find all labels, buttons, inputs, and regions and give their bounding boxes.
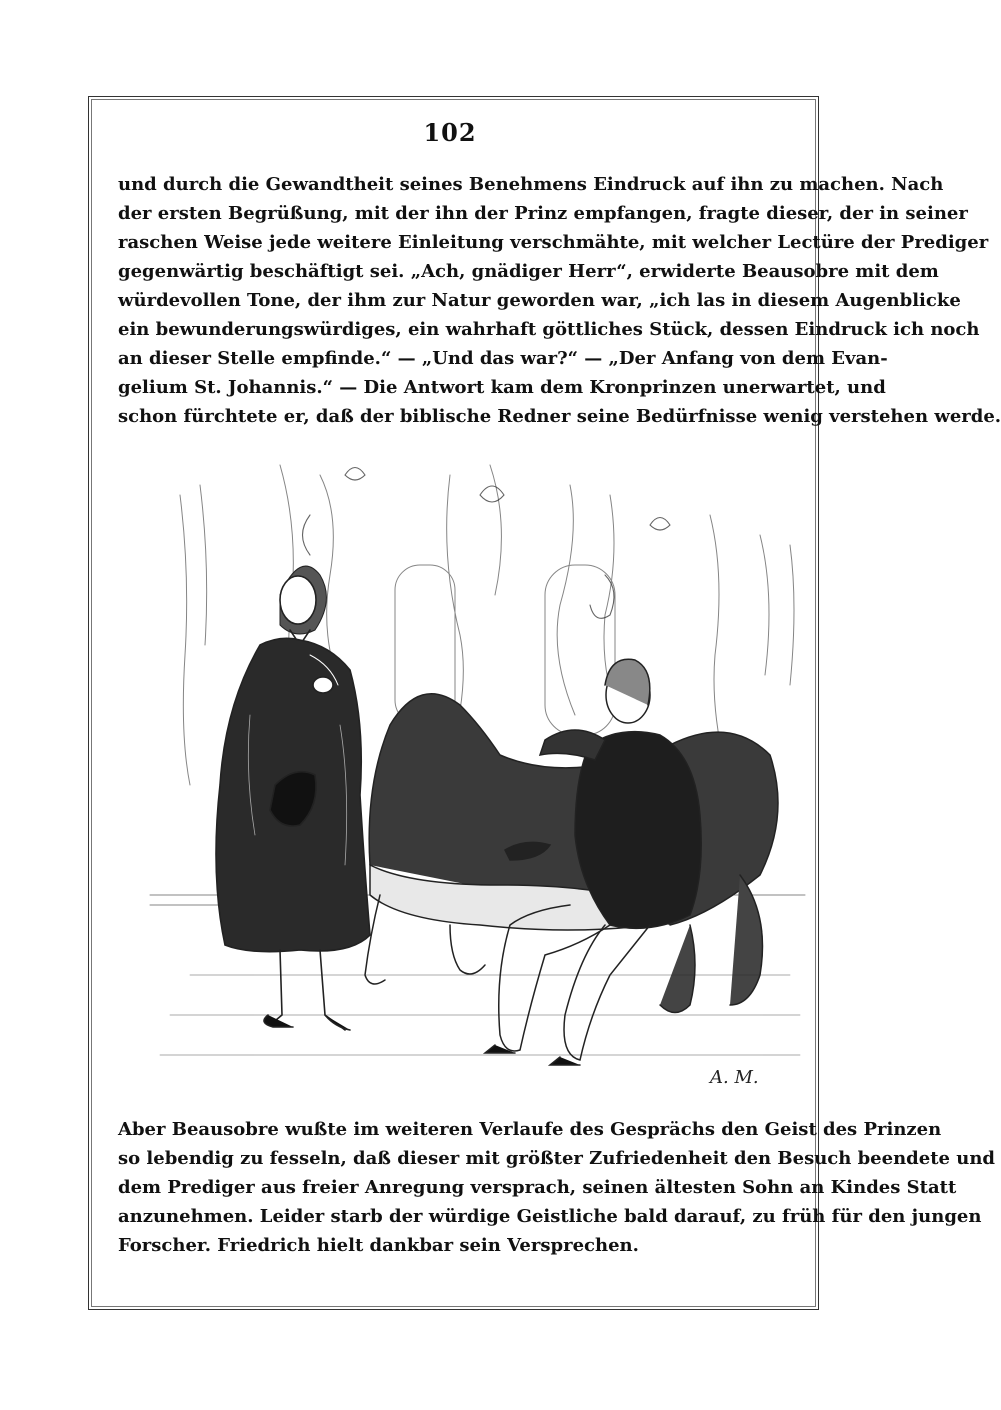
text-line: gegenwärtig beschäftigt sei. „Ach, gnädiger Herr“, erwiderte Beausobre mit dem: [118, 261, 939, 282]
text-line: und durch die Gewandtheit seines Benehmens Eindruck auf ihn zu machen. Nach: [118, 174, 944, 195]
text-line: raschen Weise jede weitere Einleitung verschmähte, mit welcher Lectüre der Prediger: [118, 232, 989, 253]
floor-hatching: [160, 975, 800, 1055]
page-number: 102: [423, 118, 477, 147]
top-paragraph: [118, 170, 1001, 431]
text-line: Aber Beausobre wußte im weiteren Verlaufe des Gesprächs den Geist des Prinzen: [118, 1119, 942, 1140]
preacher-figure: [216, 566, 370, 1030]
text-line: würdevollen Tone, der ihm zur Natur geworden war, „ich las in diesem Augenblicke: [118, 290, 961, 311]
text-line: an dieser Stelle empfinde.“ — „Und das war?“ — „Der Anfang von dem Evan-: [118, 348, 888, 369]
bottom-paragraph: [118, 1115, 996, 1260]
engraving-illustration: [150, 455, 805, 1095]
text-line: schon fürchtete er, daß der biblische Redner seine Bedürfnisse wenig verstehen werde.: [118, 406, 1001, 427]
text-line: gelium St. Johannis.“ — Die Antwort kam dem Kronprinzen unerwartet, und: [118, 377, 886, 398]
text-line: der ersten Begrüßung, mit der ihn der Prinz empfangen, fragte dieser, der in seiner: [118, 203, 968, 224]
text-line: ein bewunderungswürdiges, ein wahrhaft göttliches Stück, dessen Eindruck ich noch: [118, 319, 980, 340]
text-line: so lebendig zu fesseln, daß dieser mit größter Zufriedenheit den Besuch beendete und: [118, 1148, 996, 1169]
text-line: Forscher. Friedrich hielt dankbar sein Versprechen.: [118, 1235, 639, 1256]
text-line: dem Prediger aus freier Anregung versprach, seinen ältesten Sohn an Kindes Statt: [118, 1177, 957, 1198]
text-line: anzunehmen. Leider starb der würdige Geistliche bald darauf, zu früh für den jungen: [118, 1206, 982, 1227]
artist-signature: A. M.: [710, 1067, 759, 1088]
